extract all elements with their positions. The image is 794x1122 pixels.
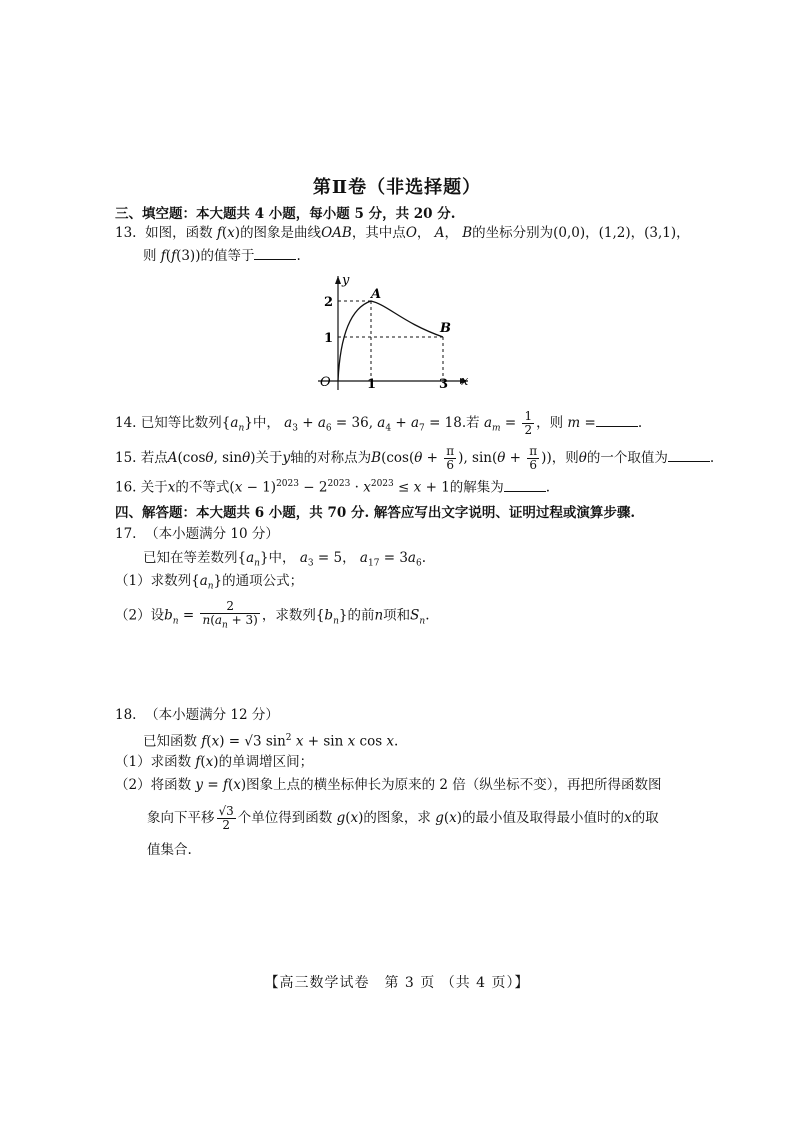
- page-title: 第Ⅱ卷（非选择题）: [312, 177, 482, 198]
- question-18-given: 已知函数 f(x) = √3 $\sin^2 x + \sin x$ cos x.: [143, 733, 399, 750]
- question-17-part-1: （1）求数列$\{a_n\}$的通项公式；: [115, 573, 304, 592]
- tick-x-3: 3: [439, 377, 449, 392]
- origin-label: O: [320, 375, 331, 390]
- q17-number: 17.: [115, 526, 137, 542]
- x-axis-label: x: [461, 374, 469, 389]
- question-17-header: [115, 524, 279, 544]
- q14-number: 14.: [115, 415, 137, 431]
- question-18-part-2-line-2: 象向下平移 $\frac{√3}{2}$ 个单位得到函数 g(x)的图象，求 g(x)的最小值及取得最小值时的x的取: [147, 804, 659, 832]
- q15-answer-blank: [668, 449, 710, 462]
- question-13-line-1: 13. 如图，函数 f(x)的图象是曲线OAB，其中点O， A， B的坐标分别为(0,0)，(1,2)，(3,1)，: [115, 225, 690, 241]
- point-a-label: A: [371, 287, 382, 302]
- page-footer: 【高三数学试卷 第 3 页 （共 4 页）】: [264, 975, 530, 991]
- curve-oab: [338, 301, 443, 381]
- q13-function-graph: [308, 268, 478, 393]
- question-17-given: 已知在等差数列$\{a_n\}$中， $a_3 = 5$， $a_{17} = 3a_6$.: [143, 550, 427, 569]
- q18-number: 18.: [115, 707, 137, 723]
- point-b-label: B: [440, 321, 451, 336]
- q14-answer-blank: [596, 414, 638, 427]
- tick-y-2: 2: [324, 295, 334, 310]
- question-17-part-2: （2）设$b_n$ = $\frac{2}{n(a_n + 3)}$ ，求数列$\{b_n\}$的前n项和$S_n$.: [115, 599, 430, 631]
- q16-answer-blank: [504, 479, 546, 492]
- q16-number: 16.: [115, 479, 137, 496]
- question-15: 15. 若点A(cosθ, sinθ)关于y轴的对称点为B(cos(θ + $\frac{\pi}{6}$ ), sin(θ + $\frac{\pi}{6}$ ))，则θ的一个取值为 .: [115, 444, 715, 472]
- q18-score: （本小题满分 12 分）: [145, 707, 279, 723]
- question-13-line-2: 则 f(f(3))的值等于 .: [143, 248, 301, 264]
- q15-number: 15.: [115, 450, 137, 466]
- q13-number: 13.: [115, 225, 137, 241]
- section-3-heading: 三、填空题：本大题共 4 小题，每小题 5 分，共 20 分.: [115, 206, 456, 222]
- y-axis-label: y: [342, 273, 350, 288]
- q17-score: （本小题满分 10 分）: [145, 526, 279, 542]
- tick-x-1: 1: [367, 377, 377, 392]
- q13-answer-blank: [254, 247, 296, 260]
- section-4-heading: 四、解答题：本大题共 6 小题，共 70 分. 解答应写出文字说明、证明过程或演算步骤.: [115, 505, 636, 521]
- question-18-part-1: （1）求函数 f(x)的单调增区间；: [115, 754, 314, 770]
- question-18-part-2-line-1: （2）将函数 y = f(x)图象上点的横坐标伸长为原来的 2 倍（纵坐标不变），再把所得函数图: [115, 777, 662, 793]
- question-18-header: [115, 705, 279, 725]
- tick-y-1: 1: [324, 331, 334, 346]
- y-axis-arrow-icon: [335, 276, 341, 284]
- question-18-part-2-line-3: 值集合.: [147, 842, 192, 858]
- question-16: 16. 关于x的不等式$(x - 1)^{2023} - 2^{2023} \cdot x^{2023} \le x + 1$的解集为 .: [115, 479, 551, 496]
- question-14: 14. 已知等比数列$\{a_n\}$中， $a_3 + a_6 = 36$, $a_4 + a_7 = 18$.若 $a_m$ = $\frac{1}{2}$ ，则 m = .: [115, 409, 643, 437]
